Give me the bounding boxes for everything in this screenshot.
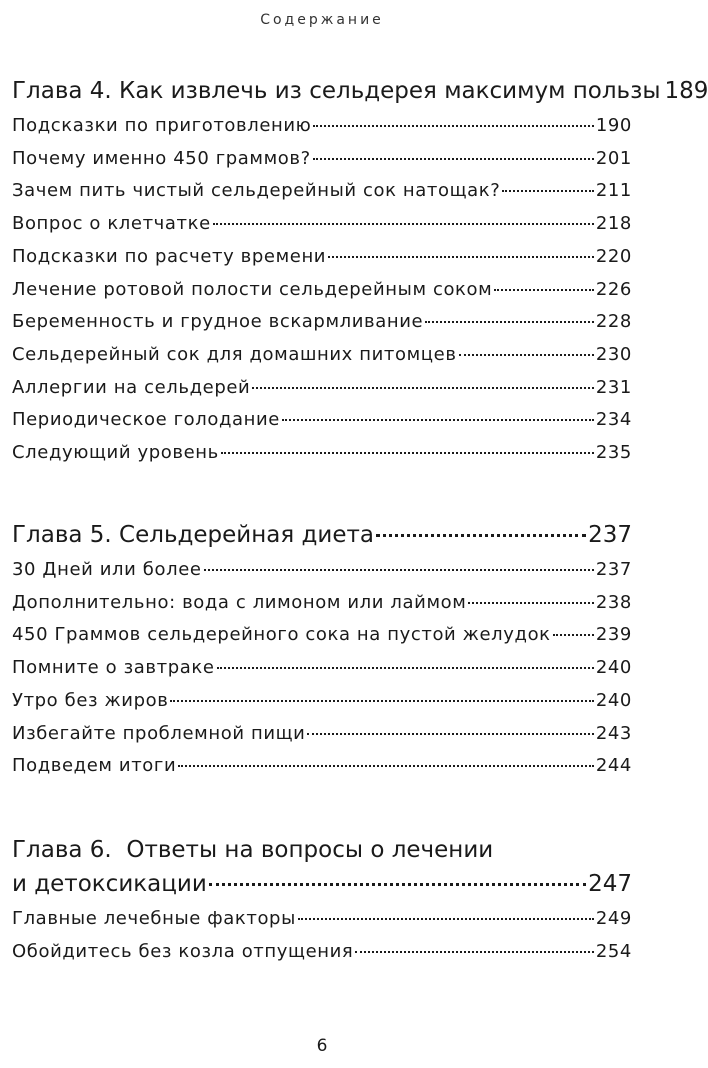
- entry-page-number: 237: [595, 559, 632, 580]
- dot-leader: [494, 289, 594, 291]
- entry-list: [12, 554, 632, 783]
- toc-entry: [12, 241, 632, 274]
- toc-entry: [12, 306, 632, 339]
- chapter-title: [12, 867, 632, 901]
- entry-title: Следующий уровень: [12, 442, 219, 464]
- entry-title: Помните о завтраке: [12, 657, 215, 679]
- chapter-title-text: Глава 4. Как извлечь из сельдерея максимум пользы: [12, 78, 661, 104]
- entry-list: [12, 903, 632, 968]
- dot-leader: [355, 951, 593, 953]
- toc-entry: [12, 750, 632, 783]
- dot-leader: [213, 223, 594, 225]
- entry-page-number: 228: [595, 311, 632, 333]
- toc-entry: [12, 619, 632, 652]
- entry-title: Обойдитесь без козла отпущения: [12, 940, 354, 962]
- toc-entry: [12, 437, 632, 470]
- chapter-page-number: 237: [588, 522, 632, 548]
- entry-title: Подведем итоги: [12, 755, 177, 777]
- entry-page-number: 230: [595, 343, 632, 365]
- toc-entry: [12, 339, 632, 372]
- entry-page-number: 254: [595, 940, 632, 962]
- entry-title: Утро без жиров: [12, 689, 169, 711]
- toc-entry: [12, 208, 632, 241]
- entry-title: Сельдерейный сок для домашних питомцев: [12, 343, 457, 365]
- chapter-title-first-line: [12, 833, 632, 867]
- entry-title: Периодическое голодание: [12, 409, 280, 431]
- dot-leader: [468, 602, 593, 604]
- toc-entry: [12, 175, 632, 208]
- entry-page-number: 235: [595, 442, 632, 464]
- chapter-page-number: 189: [664, 78, 708, 104]
- entry-page-number: 201: [595, 147, 632, 169]
- toc-entry: [12, 652, 632, 685]
- dot-leader: [298, 918, 594, 920]
- entry-title: Подсказки по расчету времени: [12, 245, 327, 267]
- entry-page-number: 239: [595, 624, 632, 646]
- dot-leader: [217, 667, 594, 669]
- dot-leader: [459, 354, 594, 356]
- entry-page-number: 243: [595, 722, 632, 744]
- chapter-4-section: [12, 74, 708, 470]
- entry-page-number: 220: [595, 245, 632, 267]
- entry-title: Главные лечебные факторы: [12, 908, 296, 929]
- toc-entry: [12, 372, 632, 405]
- chapter-6-section: [12, 833, 632, 968]
- chapter-5-section: [12, 518, 632, 783]
- entry-page-number: 211: [595, 180, 632, 202]
- chapter-title-text: Глава 6. Ответы на вопросы о лечении: [12, 837, 494, 863]
- entry-title: Зачем пить чистый сельдерейный сок натощак?: [12, 180, 501, 202]
- dot-leader: [178, 765, 594, 767]
- entry-page-number: 240: [595, 657, 632, 679]
- page-number: 6: [316, 1036, 328, 1056]
- dot-leader: [553, 634, 594, 636]
- toc-entry: [12, 718, 632, 751]
- entry-title: Лечение ротовой полости сельдерейным соком: [12, 278, 493, 300]
- dot-leader: [328, 256, 594, 258]
- toc-entry: [12, 274, 632, 307]
- toc-entry: [12, 685, 632, 718]
- toc-entry: [12, 903, 632, 936]
- entry-title: Аллергии на сельдерей: [12, 376, 251, 398]
- toc-entry: [12, 143, 632, 176]
- entry-page-number: 234: [595, 409, 632, 431]
- chapter-title: [12, 518, 632, 552]
- dot-leader: [376, 534, 586, 537]
- dot-leader: [282, 419, 594, 421]
- dot-leader: [313, 158, 594, 160]
- toc-entry: [12, 110, 632, 143]
- toc-entry: [12, 936, 632, 969]
- dot-leader: [252, 387, 594, 389]
- chapter-title-text: Глава 5. Сельдерейная диета: [12, 522, 375, 548]
- entry-page-number: 244: [595, 755, 632, 777]
- dot-leader: [307, 733, 593, 735]
- dot-leader: [502, 190, 593, 192]
- entry-page-number: 231: [595, 376, 632, 398]
- entry-title: 450 Граммов сельдерейного сока на пустой желудок: [12, 624, 551, 646]
- toc-entry: [12, 587, 632, 620]
- entry-page-number: 249: [595, 908, 632, 929]
- entry-title: Дополнительно: вода с лимоном или лаймом: [12, 591, 467, 613]
- toc-entry: [12, 404, 632, 437]
- chapter-page-number: 247: [588, 871, 632, 897]
- entry-title: 30 Дней или более: [12, 559, 202, 580]
- entry-page-number: 218: [595, 213, 632, 235]
- running-head: Содержание: [260, 12, 384, 28]
- entry-page-number: 238: [595, 591, 632, 613]
- entry-list: [12, 110, 632, 470]
- entry-page-number: 190: [595, 115, 632, 136]
- entry-page-number: 240: [595, 689, 632, 711]
- dot-leader: [425, 321, 594, 323]
- dot-leader: [221, 452, 594, 454]
- entry-title: Почему именно 450 граммов?: [12, 147, 311, 169]
- entry-title: Избегайте проблемной пищи: [12, 722, 306, 744]
- entry-title: Подсказки по приготовлению: [12, 115, 312, 136]
- dot-leader: [209, 883, 586, 886]
- entry-title: Беременность и грудное вскармливание: [12, 311, 424, 333]
- chapter-title: [12, 74, 708, 108]
- chapter-title-text: и детоксикации: [12, 871, 207, 897]
- dot-leader: [204, 569, 594, 571]
- dot-leader: [313, 125, 593, 127]
- entry-page-number: 226: [595, 278, 632, 300]
- toc-entry: [12, 554, 632, 587]
- entry-title: Вопрос о клетчатке: [12, 213, 211, 235]
- dot-leader: [170, 700, 593, 702]
